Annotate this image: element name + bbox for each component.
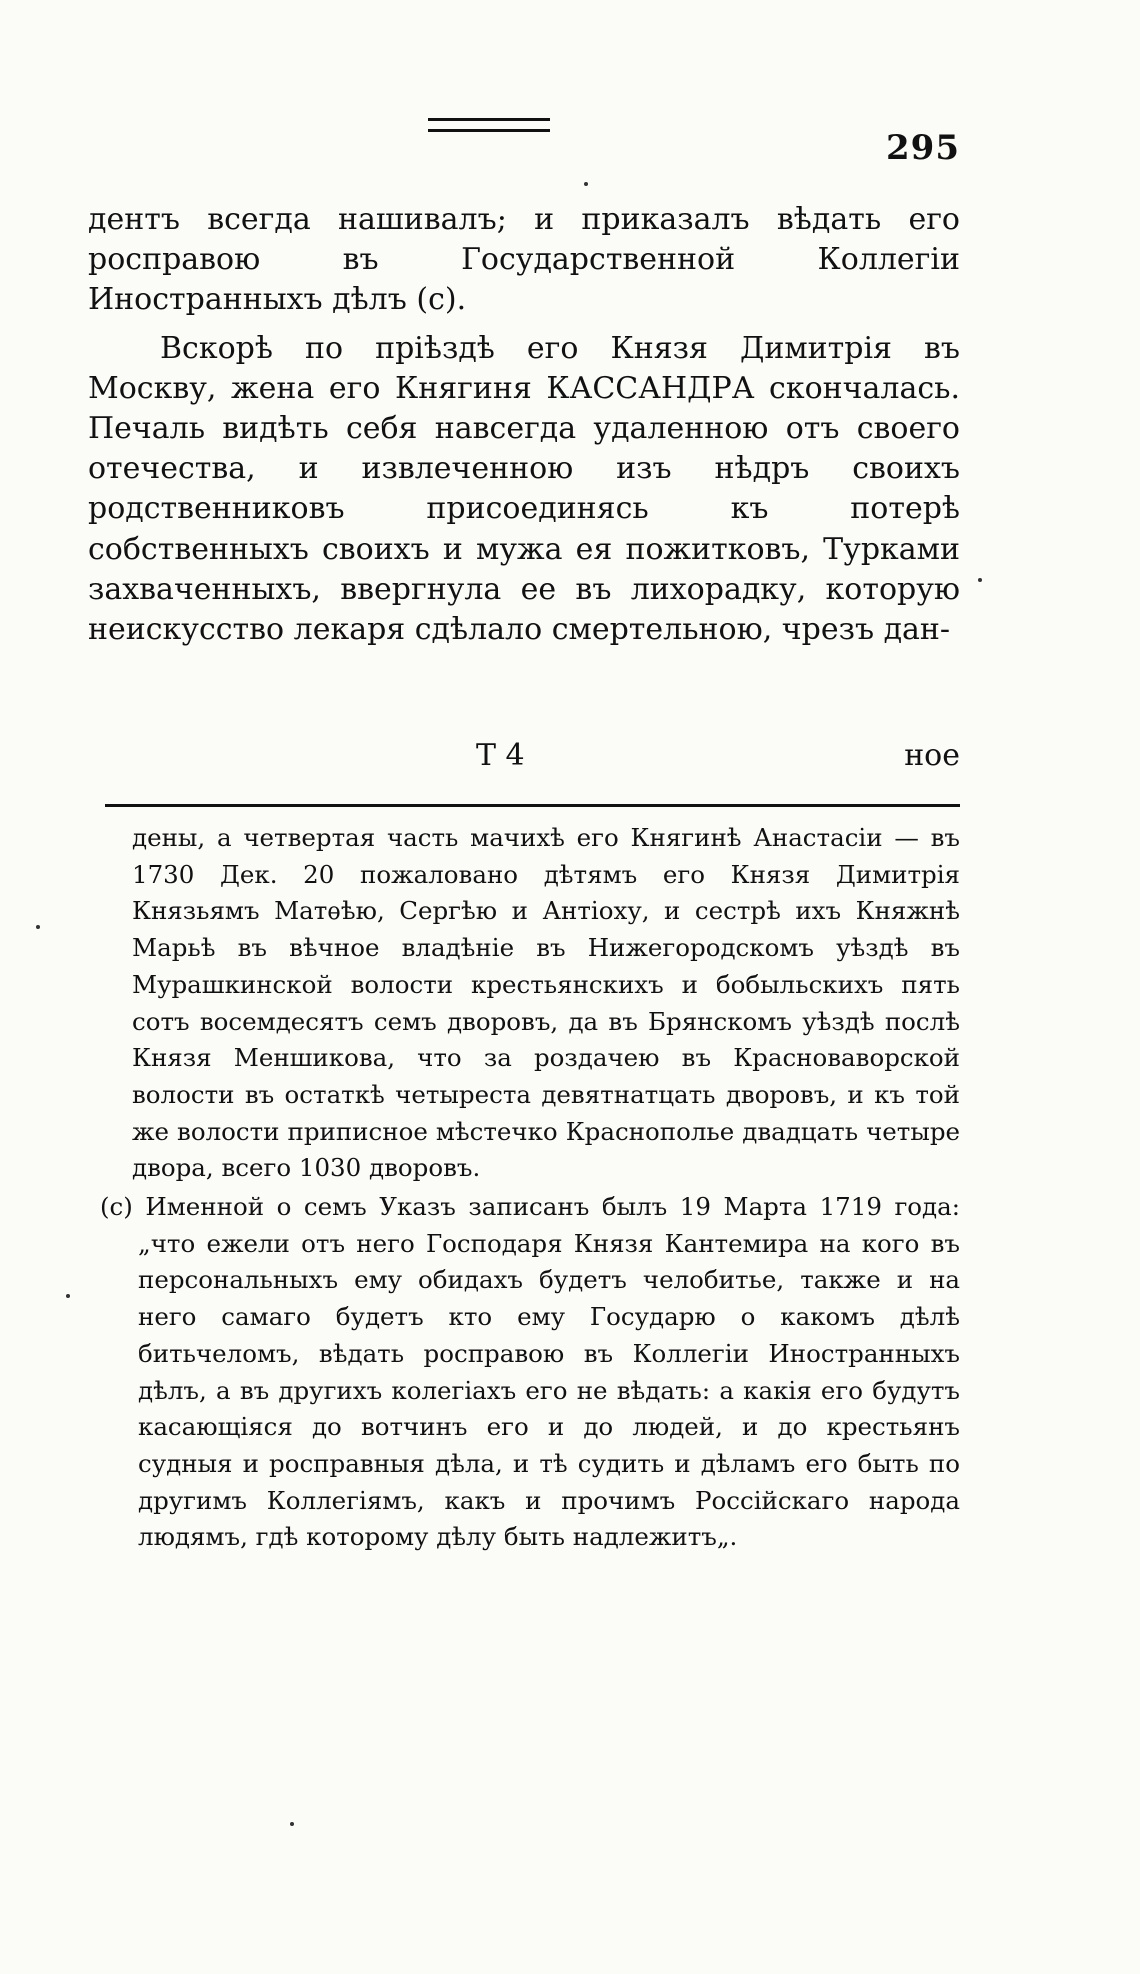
page-header xyxy=(0,118,1140,178)
scan-speck xyxy=(36,925,40,929)
signature-mark: Т 4 xyxy=(476,738,525,773)
header-ornament-rule xyxy=(428,118,550,132)
page-number: 295 xyxy=(886,128,960,168)
footnote-continuation: дены, а четвертая часть мачихѣ его Княгинѣ Анастасіи — въ 1730 Дек. 20 пожаловано дѣтямъ его Князя Димитрія Князьямъ Матѳѣю, Сергѣю и Антіоху, и сестрѣ ихъ Княжнѣ Марьѣ въ вѣчное владѣніе въ Нижегородскомъ уѣздѣ въ Мурашкинской волости крестьянскихъ и бобыльскихъ пять сотъ восемдесятъ семъ дворовъ, да въ Брянскомъ уѣздѣ послѣ Князя Меншикова, что за роздачею въ Красноваворской волости въ остаткѣ четыреста девятнатцать дворовъ, и къ той же волости приписное мѣстечко Краснополье двадцать четыре двора, всего 1030 дворовъ. xyxy=(132,823,960,1183)
scan-speck xyxy=(66,1294,70,1298)
footnotes xyxy=(100,820,960,1556)
scan-speck xyxy=(290,1822,294,1826)
page-signature-line xyxy=(88,738,960,778)
paragraph: Вскорѣ по пріѣздѣ его Князя Димитрія въ Москву, жена его Княгиня КАССАНДРА скончалась. Печаль видѣть себя навсегда удаленною отъ своего отечества, и извлеченною изъ нѣдръ своихъ родственниковъ присоединясь къ потерѣ собственныхъ своихъ и мужа ея пожитковъ, Турками захваченныхъ, ввергнула ее въ лихорадку, которую неискусство лекаря сдѣлало смертельною, чрезъ дан- xyxy=(88,330,960,648)
footnote-c: (с) Именной о семъ Указъ записанъ былъ 19 Марта 1719 года: „что ежели отъ него Господаря Князя Кантемира на кого въ персональныхъ ему обидахъ будетъ челобитье, также и на него самаго будетъ кто ему Государю о какомъ дѣлѣ битьчеломъ, вѣдать росправою въ Коллегіи Иностранныхъ дѣлъ, а въ другихъ колегіахъ его не вѣдать: а какія его будутъ касающіяся до вотчинъ его и до людей, и до крестьянъ судныя и росправныя дѣла, и тѣ судить и дѣламъ его быть по другимъ Коллегіямъ, какъ и прочимъ Россійскаго народа людямъ, гдѣ которому дѣлу быть надлежитъ„. xyxy=(100,1192,960,1552)
scan-speck xyxy=(978,578,982,582)
catchword: ное xyxy=(904,738,960,773)
paragraph: дентъ всегда нашивалъ; и приказалъ вѣдать его росправою въ Государственной Коллегіи Иностранныхъ дѣлъ (с). xyxy=(88,202,960,318)
scan-speck xyxy=(584,182,588,186)
main-text xyxy=(88,200,960,650)
footnote-divider xyxy=(105,804,960,807)
